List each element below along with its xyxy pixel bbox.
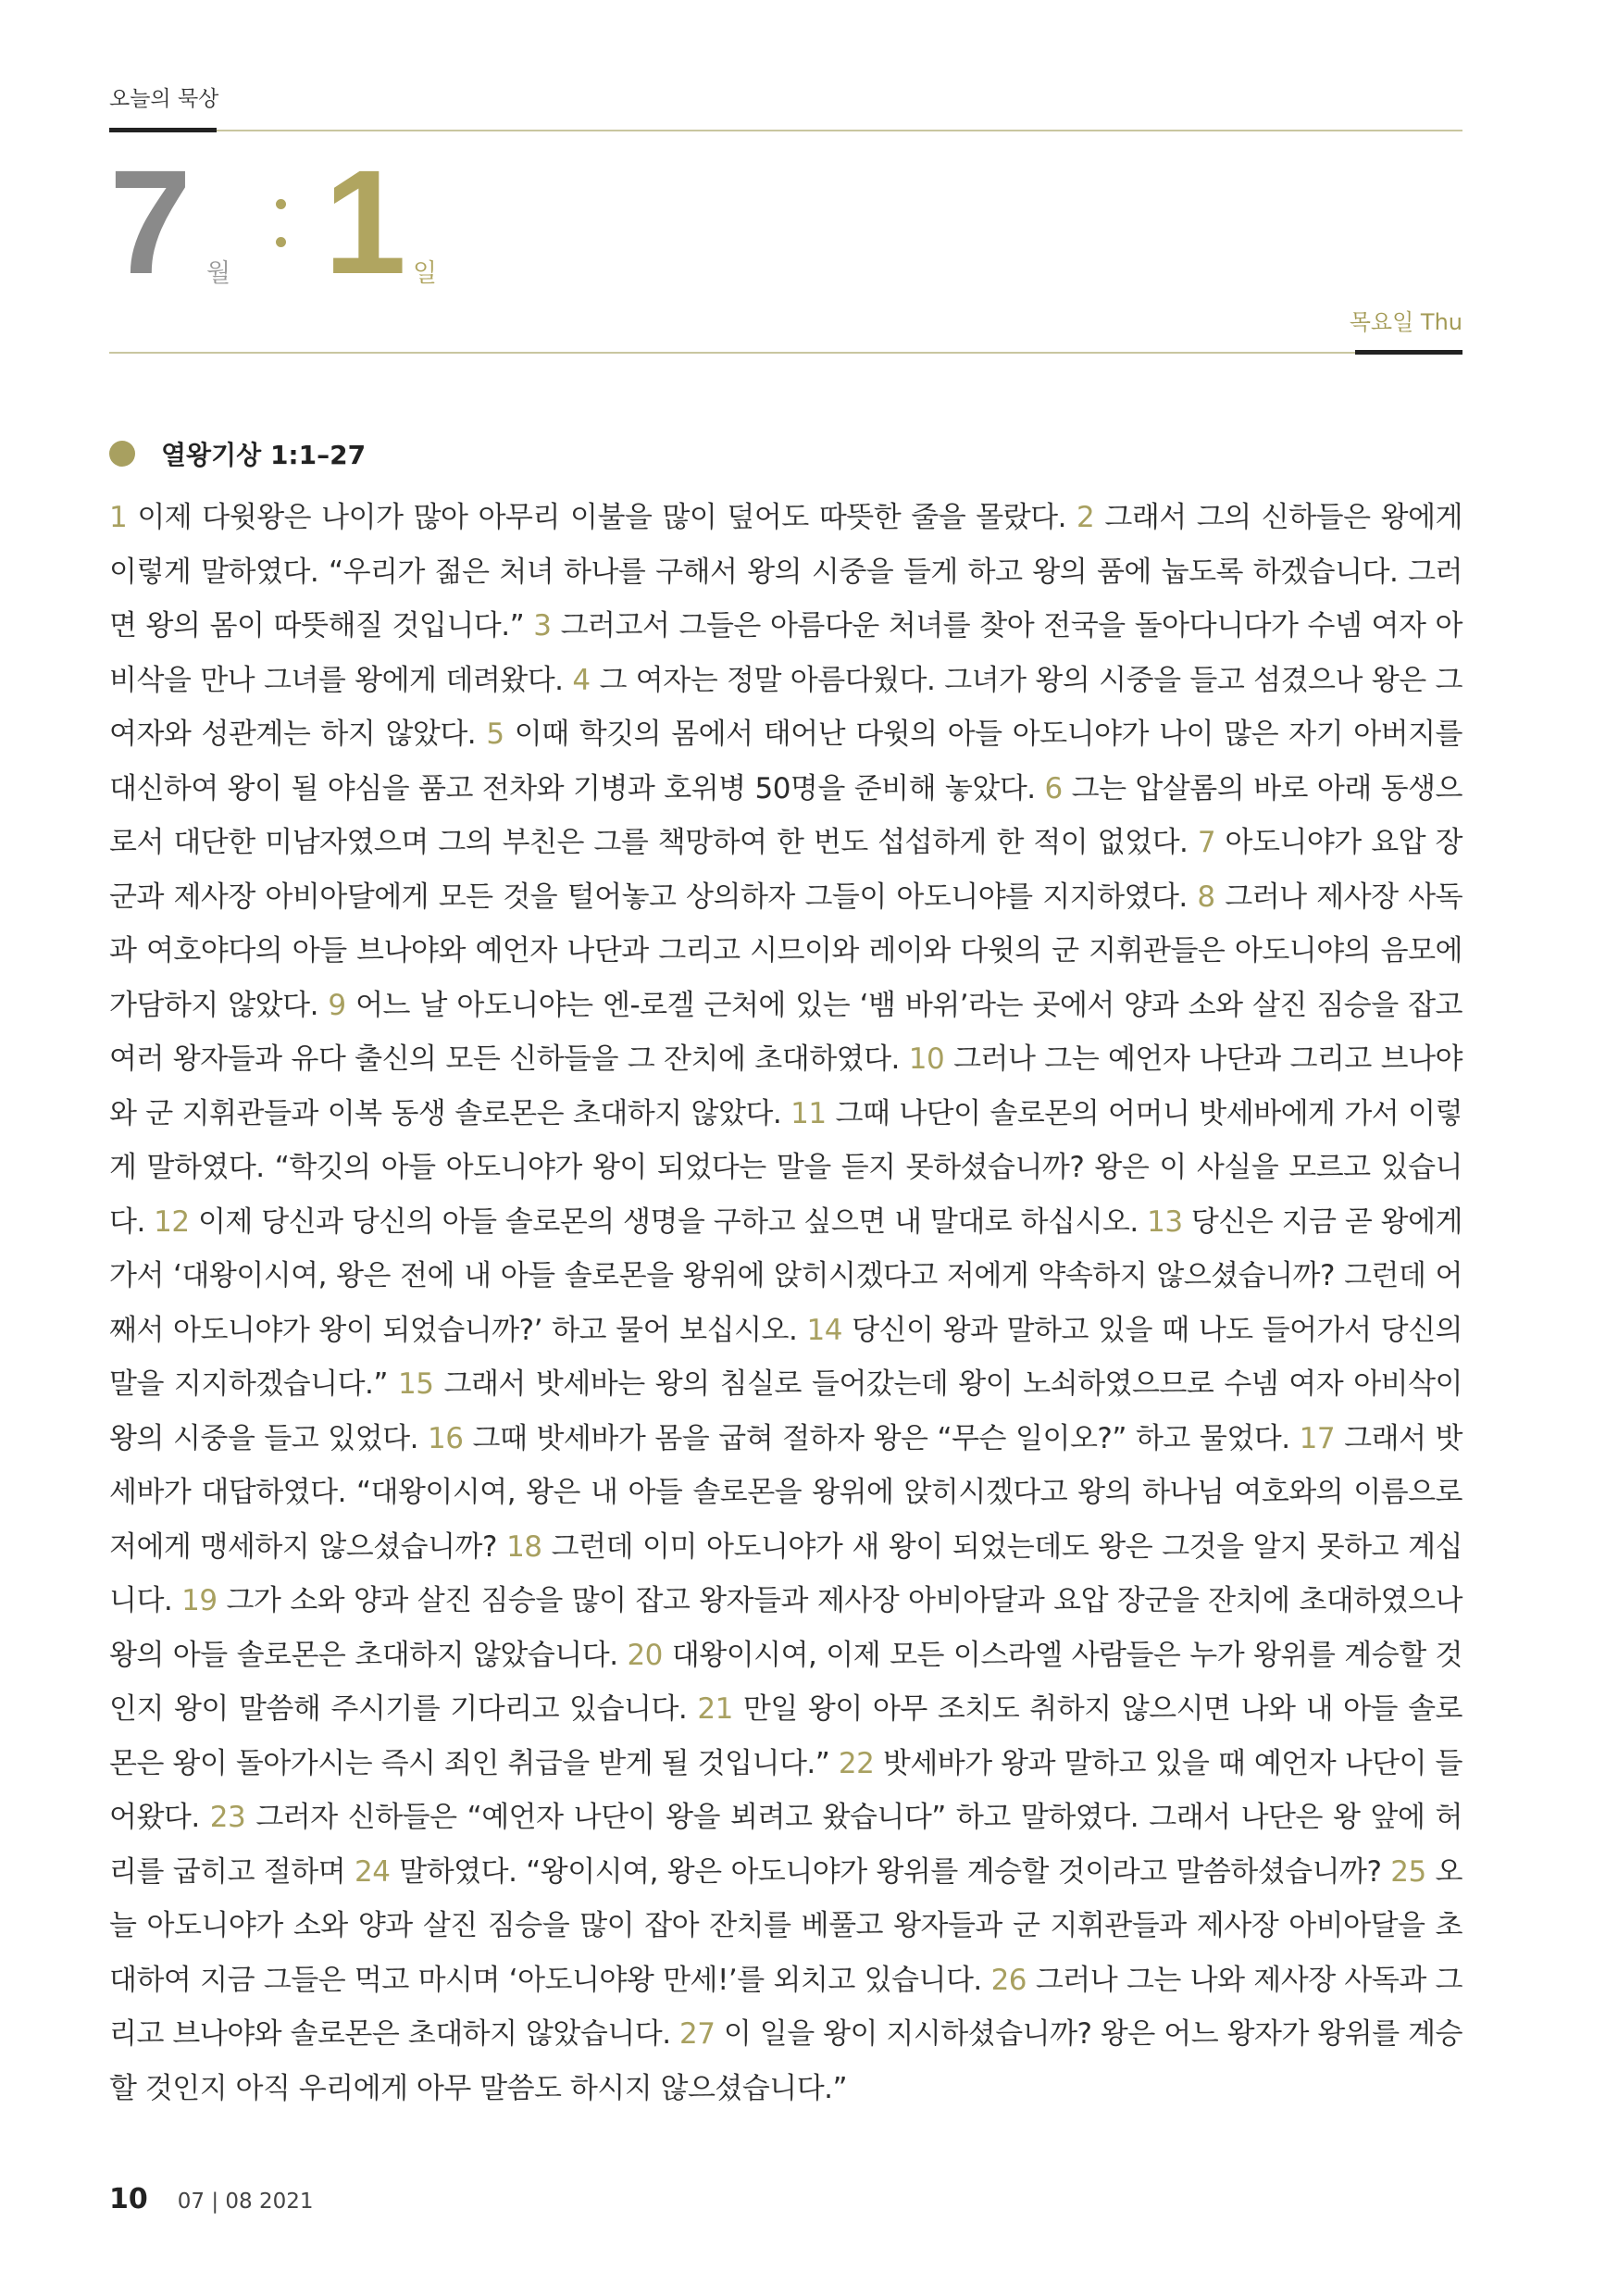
- day-unit: 일: [413, 259, 438, 288]
- verse-number: 16: [428, 1421, 464, 1455]
- bullet-icon: [109, 441, 135, 467]
- verse-text: 그래서 밧세바가 대답하였다. “대왕이시여, 왕은 내 아들 솔로몬을 왕위에 앉히시겠다고 왕의 하나님 여호와의 이름으로 저에게 맹세하지 않으셨습니까?: [109, 1421, 1463, 1564]
- verse-text: 그러나 그는 나와 제사장 사독과 그리고 브나야와 솔로몬은 초대하지 않았습니다.: [109, 1963, 1463, 2051]
- mid-divider-accent: [1355, 350, 1462, 355]
- top-divider-accent: [109, 128, 217, 132]
- verse: [154, 1205, 1147, 1239]
- section-title: 오늘의 묵상: [109, 87, 219, 111]
- verse-number: 19: [181, 1584, 218, 1617]
- verse-number: 23: [209, 1801, 246, 1834]
- page-number: 10: [109, 2183, 148, 2215]
- verse-number: 8: [1197, 880, 1215, 914]
- verse: [355, 1855, 1390, 1889]
- verse-text: 당신은 지금 곧 왕에게 가서 ‘대왕이시여, 왕은 전에 내 아들 솔로몬을 왕위에 앉히시겠다고 저에게 약속하지 않으셨습니까? 그런데 어째서 아도니야가 왕이 되었습니까?’ 하고 물어 보십시오.: [109, 1204, 1462, 1347]
- verse-number: 1: [109, 501, 128, 534]
- verse-text: 이 일을 왕이 지시하셨습니까? 왕은 어느 왕자가 왕위를 계승할 것인지 아직 우리에게 아무 말씀도 하시지 않으셨습니다.”: [109, 2017, 1462, 2105]
- mid-divider: [109, 352, 1462, 354]
- verse-text: 그러고서 그들은 아름다운 처녀를 찾아 전국을 돌아다니다가 수넴 여자 아비삭을 만나 그녀를 왕에게 데려왔다.: [109, 609, 1462, 697]
- verse-number: 21: [697, 1692, 733, 1726]
- verse-text: 그래서 그의 신하들은 왕에게 이렇게 말하였다. “우리가 젊은 처녀 하나를 구해서 왕의 시중을 들게 하고 왕의 품에 눕도록 하겠습니다. 그러면 왕의 몸이 따뜻해질 것입니다.”: [109, 501, 1462, 643]
- issue-date: 07 | 08 2021: [177, 2190, 314, 2214]
- month-number: 7: [109, 139, 192, 305]
- verse-number: 12: [154, 1204, 190, 1239]
- verse-number: 5: [486, 718, 504, 751]
- passage-reference: 열왕기상 1:1–27: [161, 440, 367, 470]
- day-number: 1: [324, 139, 406, 305]
- verse-number: 4: [572, 663, 591, 697]
- verse-number: 7: [1197, 826, 1216, 859]
- verse-number: 20: [627, 1638, 663, 1672]
- verse-text: 그때 밧세바가 몸을 굽혀 절하자 왕은 “무슨 일이오?” 하고 물었다.: [472, 1421, 1290, 1455]
- verse-number: 6: [1044, 771, 1063, 805]
- verse-number: 11: [790, 1096, 827, 1130]
- passage-heading: [109, 435, 366, 472]
- verse-number: 10: [908, 1042, 945, 1076]
- verse-text: 당신이 왕과 말하고 있을 때 나도 들어가서 당신의 말을 지지하겠습니다.”: [109, 1313, 1463, 1401]
- verse-text: 아도니야가 요압 장군과 제사장 아비아달에게 모든 것을 털어놓고 상의하자 그들이 아도니야를 지지하였다.: [109, 826, 1462, 914]
- verse-text: 어느 날 아도니야는 엔-로겔 근처에 있는 ‘뱀 바위’라는 곳에서 양과 소와 살진 짐승을 잡고 여러 왕자들과 유다 출신의 모든 신하들을 그 잔치에 초대하였다.: [109, 988, 1463, 1076]
- verse-text: 만일 왕이 아무 조치도 취하지 않으시면 나와 내 아들 솔로몬은 왕이 돌아가시는 즉시 죄인 취급을 받게 될 것입니다.”: [109, 1692, 1462, 1780]
- verse-text: 그런데 이미 아도니야가 새 왕이 되었는데도 왕은 그것을 알지 못하고 계십니다.: [109, 1529, 1462, 1617]
- verse-number: 2: [1077, 501, 1095, 534]
- verse-text: 그 여자는 정말 아름다웠다. 그녀가 왕의 시중을 들고 섬겼으나 왕은 그 여자와 성관계는 하지 않았다.: [109, 663, 1462, 751]
- scripture-text: [109, 491, 1462, 2115]
- verse-text: 이제 당신과 당신의 아들 솔로몬의 생명을 구하고 싶으면 내 말대로 하십시오.: [197, 1204, 1139, 1239]
- verse-text: 그러나 그는 예언자 나단과 그리고 브나야와 군 지휘관들과 이복 동생 솔로몬은 초대하지 않았다.: [109, 1042, 1463, 1130]
- verse-number: 17: [1299, 1421, 1336, 1455]
- verse-number: 14: [806, 1313, 842, 1347]
- verse-number: 15: [398, 1367, 434, 1401]
- verse-text: 밧세바가 왕과 말하고 있을 때 예언자 나단이 들어왔다.: [109, 1746, 1463, 1834]
- month-unit: 월: [206, 259, 231, 288]
- top-divider: [109, 130, 1462, 131]
- verse-text: 그는 압살롬의 바로 아래 동생으로서 대단한 미남자였으며 그의 부친은 그를 책망하여 한 번도 섭섭하게 한 적이 없었다.: [109, 771, 1462, 859]
- verse-text: 말하였다. “왕이시여, 왕은 아도니야가 왕위를 계승할 것이라고 말씀하셨습니까?: [399, 1854, 1382, 1889]
- verse-text: 그때 나단이 솔로몬의 어머니 밧세바에게 가서 이렇게 말하였다. “학깃의 아들 아도니야가 왕이 되었다는 말을 듣지 못하셨습니까? 왕은 이 사실을 모르고 있습니다.: [109, 1096, 1462, 1239]
- verse-number: 22: [838, 1746, 875, 1780]
- verse-text: 대왕이시여, 이제 모든 이스라엘 사람들은 누가 왕위를 계승할 것인지 왕이 말씀해 주시기를 기다리고 있습니다.: [109, 1638, 1462, 1726]
- weekday-label: 목요일 Thu: [1349, 309, 1462, 335]
- verse: [428, 1422, 1300, 1455]
- verse-number: 24: [355, 1854, 391, 1889]
- verse-number: 3: [533, 609, 552, 643]
- verse-text: 오늘 아도니야가 소와 양과 살진 짐승을 많이 잡아 잔치를 베풀고 왕자들과 군 지휘관들과 제사장 아비아달을 초대하여 지금 그들은 먹고 마시며 ‘아도니야왕 만세!’를 외치고 있습니다.: [109, 1854, 1462, 1997]
- verse: [109, 501, 1077, 534]
- verse-text: 그가 소와 양과 살진 짐승을 많이 잡고 왕자들과 제사장 아비아달과 요압 장군을 잔치에 초대하였으나 왕의 아들 솔로몬은 초대하지 않았습니다.: [109, 1584, 1462, 1672]
- verse-text: 이제 다윗왕은 나이가 많아 아무리 이불을 많이 덮어도 따뜻한 줄을 몰랐다.: [137, 501, 1066, 534]
- verse-text: 그래서 밧세바는 왕의 침실로 들어갔는데 왕이 노쇠하였으므로 수넴 여자 아비삭이 왕의 시중을 들고 있었다.: [109, 1367, 1463, 1455]
- verse-number: 18: [506, 1529, 542, 1564]
- verse-number: 25: [1390, 1854, 1426, 1889]
- page-footer: [109, 2183, 314, 2215]
- verse-text: 그러자 신하들은 “예언자 나단이 왕을 뵈려고 왔습니다” 하고 말하였다. 그래서 나단은 왕 앞에 허리를 굽히고 절하며: [109, 1801, 1462, 1889]
- verse-text: 이때 학깃의 몸에서 태어난 다윗의 아들 아도니야가 나이 많은 자기 아버지를 대신하여 왕이 될 야심을 품고 전차와 기병과 호위병 50명을 준비해 놓았다.: [109, 718, 1462, 805]
- date-colon: [276, 199, 287, 275]
- verse-number: 9: [328, 988, 346, 1022]
- verse-number: 27: [679, 2017, 716, 2051]
- verse-text: 그러나 제사장 사독과 여호야다의 아들 브나야와 예언자 나단과 그리고 시므이와 레이와 다윗의 군 지휘관들은 아도니야의 음모에 가담하지 않았다.: [109, 880, 1463, 1022]
- verse-number: 26: [990, 1963, 1027, 1997]
- verse-number: 13: [1147, 1204, 1183, 1239]
